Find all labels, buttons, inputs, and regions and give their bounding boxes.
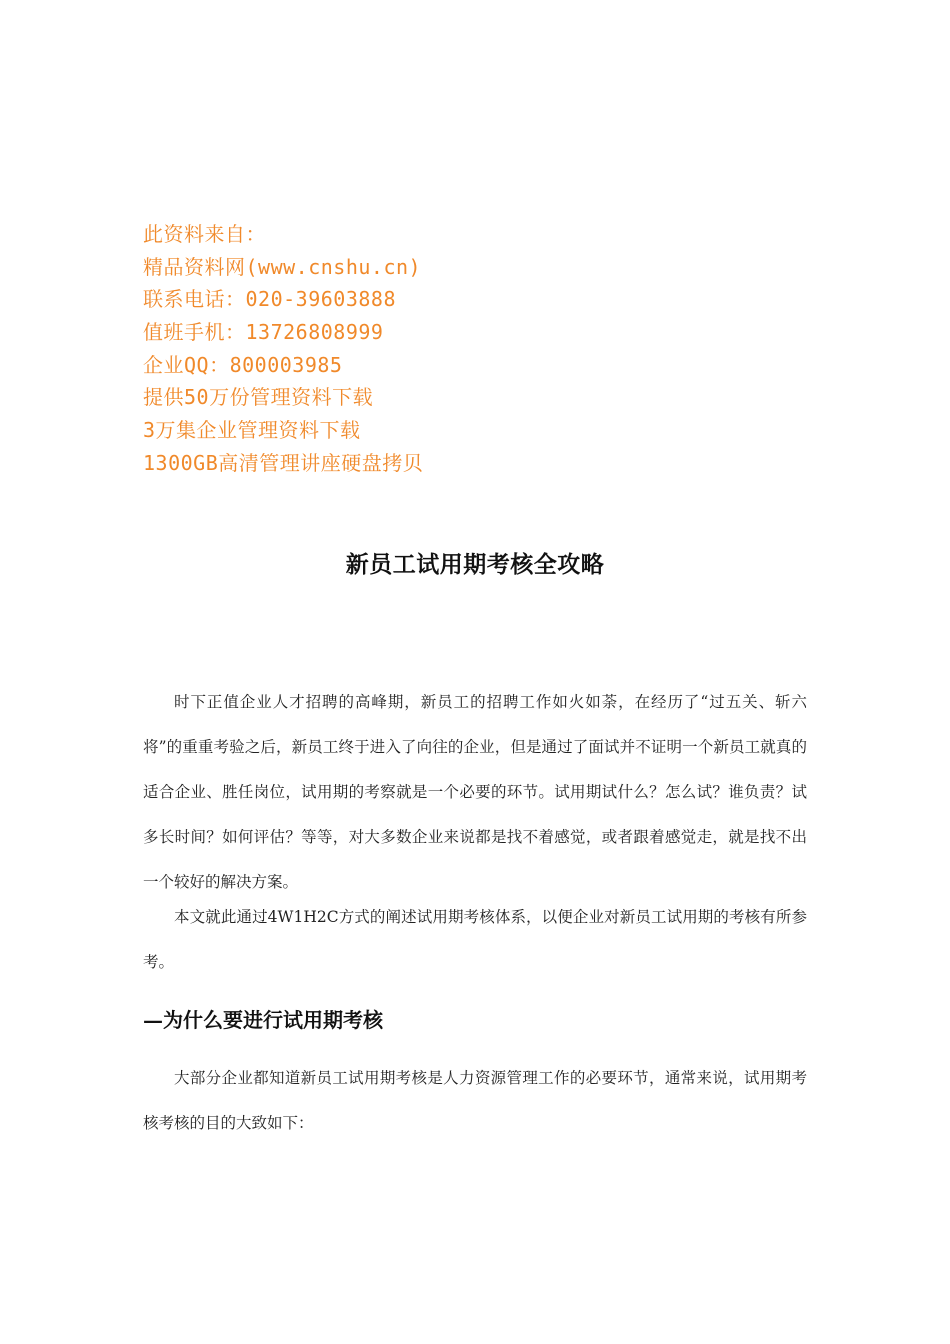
section-heading: —为什么要进行试用期考核: [143, 1008, 383, 1032]
intro-section: [143, 680, 807, 985]
source-line: 3万集企业管理资料下载: [143, 418, 361, 443]
source-line-phone: 联系电话：020-39603888: [143, 287, 396, 312]
section-body: [143, 1056, 807, 1146]
source-line: 1300GB高清管理讲座硬盘拷贝: [143, 450, 424, 475]
intro-paragraph: 时下正值企业人才招聘的高峰期，新员工的招聘工作如火如荼，在经历了“过五关、斩六将”的重重考验之后，新员工终于进入了向往的企业，但是通过了面试并不证明一个新员工就真的适合企业、胜任岗位，试用期的考察就是一个必要的环节。试用期试什么？怎么试？谁负责？试多长时间？如何评估？等等，对大多数企业来说都是找不着感觉，或者跟着感觉走，就是找不出一个较好的解决方案。: [143, 693, 807, 891]
source-line-website: 精品资料网(www.cnshu.cn): [143, 254, 422, 279]
source-line: 提供50万份管理资料下载: [143, 385, 374, 410]
section-paragraph: 大部分企业都知道新员工试用期考核是人力资源管理工作的必要环节，通常来说，试用期考核考核的目的大致如下：: [143, 1069, 807, 1132]
source-info-block: [143, 218, 603, 480]
source-line: 此资料来自：: [143, 222, 266, 246]
intro-paragraph: 本文就此通过4W1H2C方式的阐述试用期考核体系，以便企业对新员工试用期的考核有所参考。: [143, 908, 807, 971]
source-line-qq: 企业QQ：800003985: [143, 352, 343, 377]
document-title: 新员工试用期考核全攻略: [345, 551, 605, 578]
source-line-mobile: 值班手机：13726808999: [143, 320, 384, 345]
